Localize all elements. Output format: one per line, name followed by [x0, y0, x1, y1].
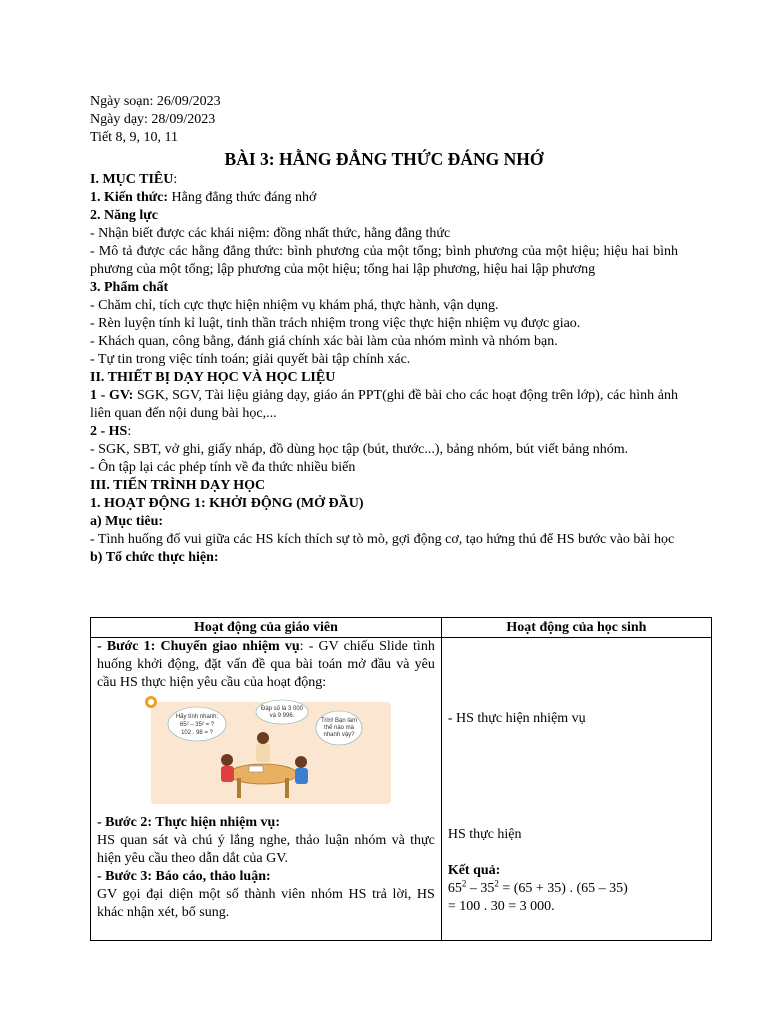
muc-tieu-text: - Tình huống đố vui giữa các HS kích thích sự tò mò, gợi động cơ, tạo hứng thú để HS bước vào bài học: [90, 532, 675, 547]
step2: - Bước 2: Thực hiện nhiệm vụ:: [97, 815, 280, 830]
svg-text:Đáp số là 3 000: Đáp số là 3 000: [260, 706, 304, 712]
ket-qua-line1: $65^2 - 35^2 = (65 + 35)$ . (65 – 35): [447, 878, 628, 896]
section3-heading: III. TIẾN TRÌNH DẠY HỌC: [90, 478, 266, 493]
lesson-plan-body: [90, 93, 678, 567]
speech-bubble-icon: [256, 700, 308, 724]
svg-text:Hãy tính nhanh:: Hãy tính nhanh:: [175, 714, 219, 720]
hs-item: - Ôn tập lại các phép tính về đa thức nhiều biến: [90, 460, 356, 475]
step1: - Bước 1: Chuyển giao nhiệm vụ: - GV chiếu Slide tình huống khởi động, đặt vấn đề qua bài toán mở đầu và yêu cầu HS thực hiện yêu cầu của hoạt động:: [97, 639, 435, 690]
hs-step1: - HS thực hiện nhiệm vụ: [447, 711, 586, 726]
svg-text:và 9 996.: và 9 996.: [269, 713, 295, 719]
kien-thuc: 1. Kiến thức: Hằng đẳng thức đáng nhớ: [90, 190, 317, 205]
muc-tieu-heading: a) Mục tiêu:: [90, 514, 164, 529]
svg-text:65² – 35² = ?: 65² – 35² = ?: [179, 722, 215, 728]
pham-chat-item: - Rèn luyện tính kỉ luật, tinh thần trách nhiệm trong việc thực hiện nhiệm vụ được giao.: [90, 316, 581, 331]
to-chuc-heading: b) Tổ chức thực hiện:: [90, 550, 219, 565]
student-icon: [295, 756, 307, 768]
table-header-row: [91, 618, 712, 638]
pham-chat-heading: 3. Phẩm chất: [90, 280, 169, 295]
step2-text: HS quan sát và chú ý lắng nghe, thảo luận nhóm và thực hiện yêu cầu theo dẫn dắt của GV.: [97, 833, 435, 866]
student-icon: [221, 754, 233, 766]
section2-heading: II. THIẾT BỊ DẠY HỌC VÀ HỌC LIỆU: [90, 370, 336, 385]
student-activities: [441, 638, 711, 941]
table-row: [91, 638, 712, 941]
ket-qua-label: Kết quả:: [447, 863, 501, 878]
gv-materials: 1 - GV: SGK, SGV, Tài liệu giảng dạy, giáo án PPT(ghi đề bài cho các hoạt động trên lớp), các hình ảnh liên quan đến nội dung bài học,...: [90, 388, 679, 421]
hs-step2: HS thực hiện: [447, 827, 522, 842]
step3: - Bước 3: Báo cáo, thảo luận:: [97, 869, 271, 884]
teacher-activities: [91, 638, 442, 941]
classroom-illustration: [145, 696, 391, 804]
col-header-student: Hoạt động của học sinh: [441, 618, 711, 638]
hs-item: - SGK, SBT, vở ghi, giấy nháp, đồ dùng học tập (bút, thước...), bảng nhóm, bút viết bảng nhóm.: [90, 442, 629, 457]
activity-table: [90, 617, 712, 941]
ngay-soan: Ngày soạn: 26/09/2023: [90, 94, 221, 109]
nang-luc-item: - Nhận biết được các khái niệm: đồng nhất thức, hằng đẳng thức: [90, 226, 451, 241]
pham-chat-item: - Tự tin trong việc tính toán; giải quyết bài tập chính xác.: [90, 352, 411, 367]
svg-text:Trời! Bạn làm: Trời! Bạn làm: [320, 718, 358, 724]
svg-text:102 . 98 = ?: 102 . 98 = ?: [181, 730, 213, 736]
pham-chat-item: - Khách quan, công bằng, đánh giá chính xác bài làm của nhóm mình và nhóm bạn.: [90, 334, 558, 349]
section1-heading: I. MỤC TIÊU:: [90, 172, 178, 187]
step3-text: GV gọi đại diện một số thành viên nhóm HS trả lời, HS khác nhận xét, bổ sung.: [97, 887, 435, 920]
col-header-teacher: Hoạt động của giáo viên: [91, 618, 442, 638]
ngay-day: Ngày dạy: 28/09/2023: [90, 112, 216, 127]
svg-text:thế nào mà: thế nào mà: [323, 725, 355, 731]
lesson-title: BÀI 3: HẰNG ĐẲNG THỨC ĐÁNG NHỚ: [224, 149, 544, 169]
pham-chat-item: - Chăm chỉ, tích cực thực hiện nhiệm vụ khám phá, thực hành, vận dụng.: [90, 298, 499, 313]
hs-heading: 2 - HS:: [90, 424, 132, 439]
svg-text:nhanh vậy?: nhanh vậy?: [323, 732, 355, 738]
nang-luc-item: - Mô tả được các hằng đẳng thức: bình phương của một tổng; bình phương của một hiệu; hiệu hai bình phương của một tổng; lập phương của một hiệu; tổng hai lập phương, hiệu hai lập phương: [90, 244, 678, 277]
hoat-dong-1: 1. HOẠT ĐỘNG 1: KHỞI ĐỘNG (MỞ ĐẦU): [90, 496, 364, 511]
tiet: Tiết 8, 9, 10, 11: [90, 130, 179, 145]
ket-qua-line2: = 100 . 30 = 3 000.: [447, 899, 555, 914]
nang-luc-heading: 2. Năng lực: [90, 208, 158, 223]
student-icon: [257, 732, 269, 744]
